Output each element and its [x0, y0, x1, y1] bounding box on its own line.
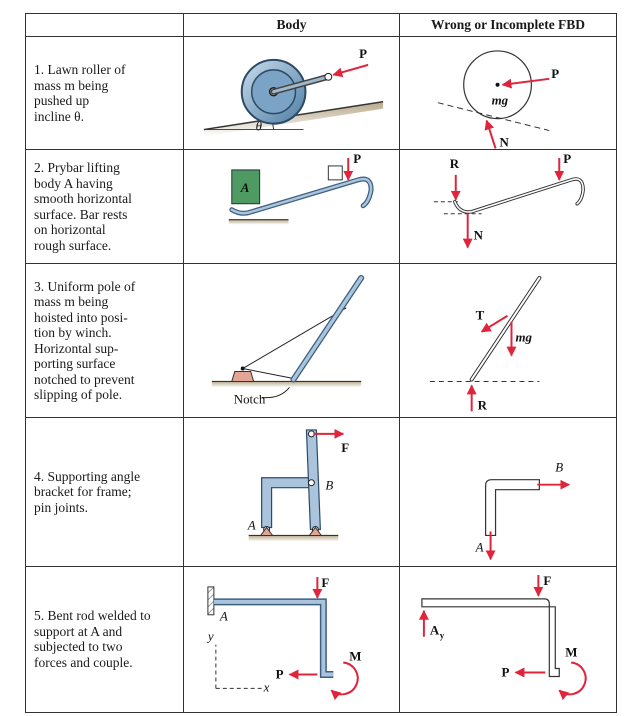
force-f-label: F: [321, 574, 330, 590]
winch-cable: [243, 308, 347, 369]
row1-line: mass m being: [34, 77, 109, 93]
row1-description: [26, 37, 184, 150]
fbd-force-p-label: P: [551, 65, 560, 81]
axis-x-label: x: [263, 678, 270, 694]
row5-fbd-figure: [400, 566, 617, 712]
row2-line: smooth horizontal: [34, 191, 132, 207]
row3-line: hoisted into posi-: [34, 309, 128, 325]
angle-bracket: [262, 478, 312, 528]
row2-body-figure: [184, 150, 400, 263]
fbd-normal-label: N: [473, 228, 484, 244]
row2-fbd-figure: [400, 150, 617, 263]
fbd-table: [25, 13, 617, 713]
fbd-normal-arrow: [487, 121, 496, 149]
fbd-force-p-label: P: [501, 664, 510, 680]
row1-body-figure: [184, 37, 400, 150]
row-uniform-pole: [26, 263, 617, 417]
notch-label: Notch: [233, 391, 266, 407]
row2-description: [26, 150, 184, 263]
fbd-force-f-label: F: [543, 572, 552, 588]
row3-line: slipping of pole.: [34, 387, 123, 403]
fbd-reaction-label: R: [477, 397, 487, 413]
header-blank: [26, 14, 184, 37]
fbd-weight-label: mg: [515, 329, 532, 345]
row1-line: 1. Lawn roller of: [34, 62, 126, 78]
header-fbd: Wrong or Incomplete FBD: [400, 14, 617, 37]
row3-line: mass m being: [34, 294, 109, 310]
row5-description: [26, 566, 184, 712]
fbd-prybar: [455, 179, 583, 212]
row3-fbd-figure: [400, 263, 617, 417]
force-p-label: P: [359, 45, 368, 61]
joint-b-label: B: [325, 477, 334, 493]
fbd-tension-label: T: [475, 307, 485, 323]
row-bent-rod: [26, 566, 617, 712]
row3-line: porting surface: [34, 356, 116, 372]
row3-body-figure: [184, 263, 400, 417]
row2-line: surface. Bar rests: [34, 206, 128, 222]
row2-line: on horizontal: [34, 222, 106, 238]
row-lawn-roller: [26, 37, 617, 150]
force-f-label: F: [341, 440, 350, 456]
fbd-reaction-label: R: [449, 156, 460, 172]
winch: [232, 371, 254, 381]
fbd-joint-a-label: A: [475, 539, 484, 555]
row4-line: bracket for frame;: [34, 484, 132, 500]
row2-line: rough surface.: [34, 237, 112, 253]
row1-line: incline θ.: [34, 108, 84, 124]
row4-line: pin joints.: [34, 499, 89, 515]
force-p-label: P: [353, 151, 362, 167]
joint-a-label: A: [247, 517, 256, 533]
moment-m-label: M: [349, 648, 362, 664]
row5-line: forces and couple.: [34, 654, 133, 670]
header-row: [26, 14, 617, 37]
row1-line: pushed up: [34, 93, 90, 109]
row5-line: subjected to two: [34, 639, 123, 655]
row2-line: body A having: [34, 175, 113, 191]
row4-line: 4. Supporting angle: [34, 468, 141, 484]
row3-line: notched to prevent: [34, 371, 135, 387]
row2-line: 2. Prybar lifting: [34, 160, 120, 176]
row1-fbd-figure: [400, 37, 617, 150]
row5-line: 5. Bent rod welded to: [34, 608, 151, 624]
row-angle-bracket: [26, 418, 617, 566]
fbd-reaction-subscript: y: [439, 630, 445, 641]
force-p-arrow: [333, 65, 368, 75]
bent-rod: [214, 601, 333, 674]
fbd-force-p-label: P: [563, 151, 572, 167]
angle-label: θ: [255, 118, 263, 134]
fbd-moment-m-label: M: [565, 644, 578, 660]
fbd-angle-bracket: [486, 480, 540, 536]
row5-body-figure: [184, 566, 400, 712]
fbd-weight-label: mg: [491, 92, 509, 108]
support-a-label: A: [219, 608, 228, 624]
block-a-label: A: [240, 180, 250, 196]
row4-body-figure: [184, 418, 400, 566]
fbd-joint-b-label: B: [555, 459, 564, 475]
row4-description: [26, 418, 184, 566]
fbd-reaction-label: A: [429, 622, 440, 638]
moment-m-arrow: [331, 662, 357, 694]
row3-description: [26, 263, 184, 417]
upright-member: [306, 430, 320, 530]
row3-line: 3. Uniform pole of: [34, 278, 136, 294]
row4-fbd-figure: [400, 418, 617, 566]
force-p-label: P: [275, 666, 284, 682]
row5-line: support at A and: [34, 623, 123, 639]
row3-line: tion by winch.: [34, 325, 112, 341]
fbd-moment-m-arrow: [559, 662, 585, 694]
header-body: Body: [184, 14, 400, 37]
row3-line: Horizontal sup-: [34, 340, 119, 356]
fbd-normal-label: N: [499, 134, 509, 150]
wall-support: [208, 586, 214, 614]
axis-y-label: y: [207, 628, 214, 644]
row-prybar: [26, 150, 617, 263]
